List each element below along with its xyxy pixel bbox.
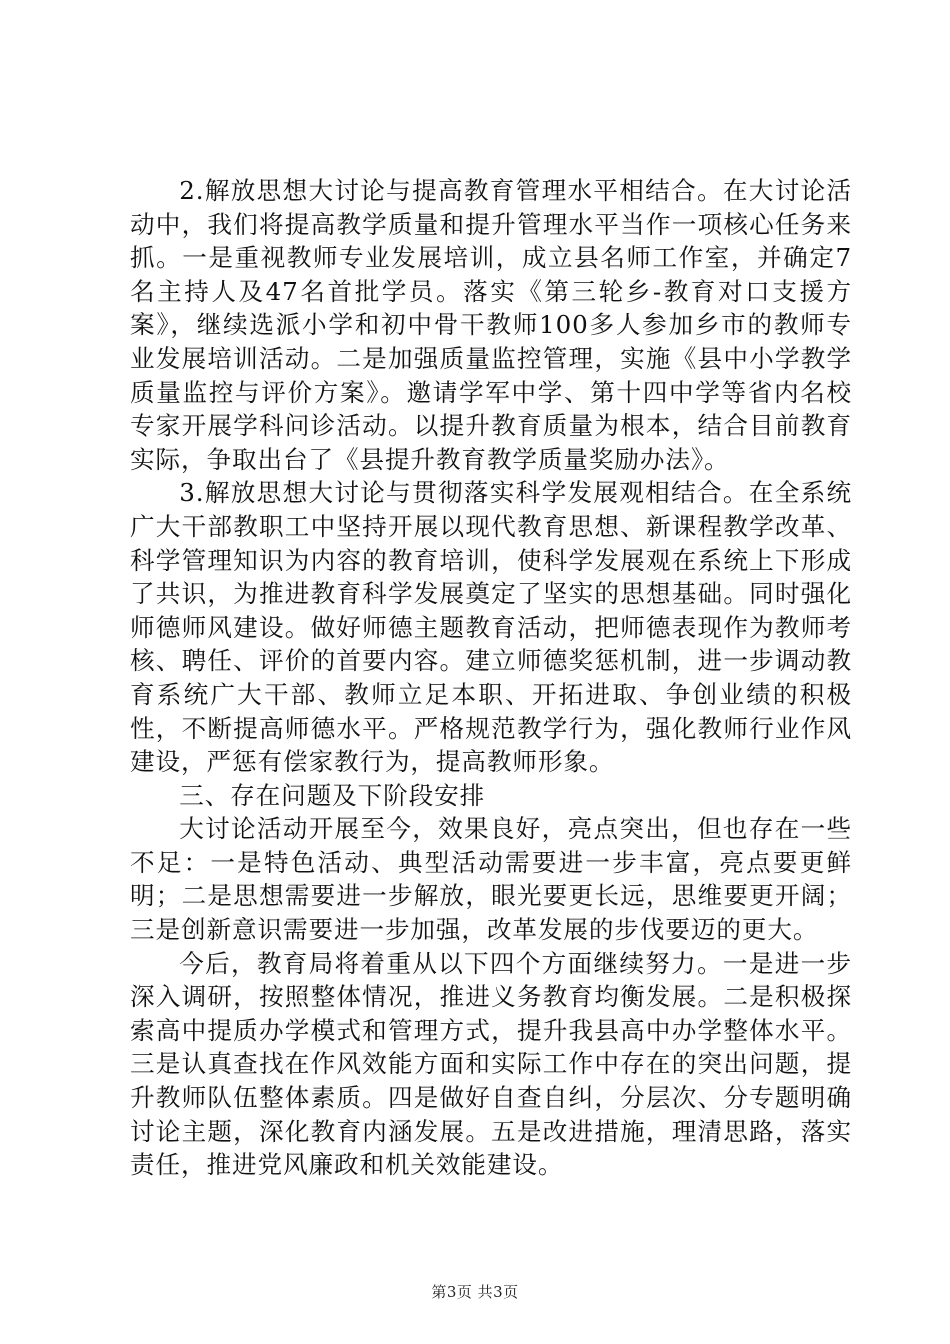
document-body xyxy=(130,174,852,1182)
page-footer: 第3页 共3页 xyxy=(431,1283,519,1301)
paragraph-future-plans: 今后，教育局将着重从以下四个方面继续努力。一是进一步深入调研，按照整体情况，推进义务教育均衡发展。二是积极探索高中提质办学模式和管理方式，提升我县高中办学整体水平。三是认真查找在作风效能方面和实际工作中存在的突出问题，提升教师队伍整体素质。四是做好自查自纠，分层次、分专题明确讨论主题，深化教育内涵发展。五是改进措施，理清思路，落实责任，推进党风廉政和机关效能建设。 xyxy=(130,948,852,1180)
paragraph-shortcomings: 大讨论活动开展至今，效果良好，亮点突出，但也存在一些不足：一是特色活动、典型活动需要进一步丰富，亮点要更鲜明；二是思想需要进一步解放，眼光要更长远，思维要更开阔；三是创新意识需要进一步加强，改革发展的步伐要迈的更大。 xyxy=(130,814,852,945)
section-heading-problems: 三、存在问题及下阶段安排 xyxy=(179,780,486,810)
paragraph-3-scientific-development: 3.解放思想大讨论与贯彻落实科学发展观相结合。在全系统广大干部教职工中坚持开展以现代教育思想、新课程教学改革、科学管理知识为内容的教育培训，使科学发展观在系统上下形成了共识，为推进教育科学发展奠定了坚实的思想基础。同时强化师德师风建设。做好师德主题教育活动，把师德表现作为教师考核、聘任、评价的首要内容。建立师德奖惩机制，进一步调动教育系统广大干部、教师立足本职、开拓进取、争创业绩的积极性，不断提高师德水平。严格规范教学行为，强化教师行业作风建设，严惩有偿家教行为，提高教师形象。 xyxy=(130,478,852,777)
paragraph-2-education-management: 2.解放思想大讨论与提高教育管理水平相结合。在大讨论活动中，我们将提高教学质量和提升管理水平当作一项核心任务来抓。一是重视教师专业发展培训，成立县名师工作室，并确定7名主持人及47名首批学员。落实《第三轮乡-教育对口支援方案》，继续选派小学和初中骨干教师100多人参加乡市的教师专业发展培训活动。二是加强质量监控管理，实施《县中小学教学质量监控与评价方案》。邀请学军中学、第十四中学等省内名校专家开展学科问诊活动。以提升教育质量为根本，结合目前教育实际，争取出台了《县提升教育教学质量奖励办法》。 xyxy=(130,176,852,474)
